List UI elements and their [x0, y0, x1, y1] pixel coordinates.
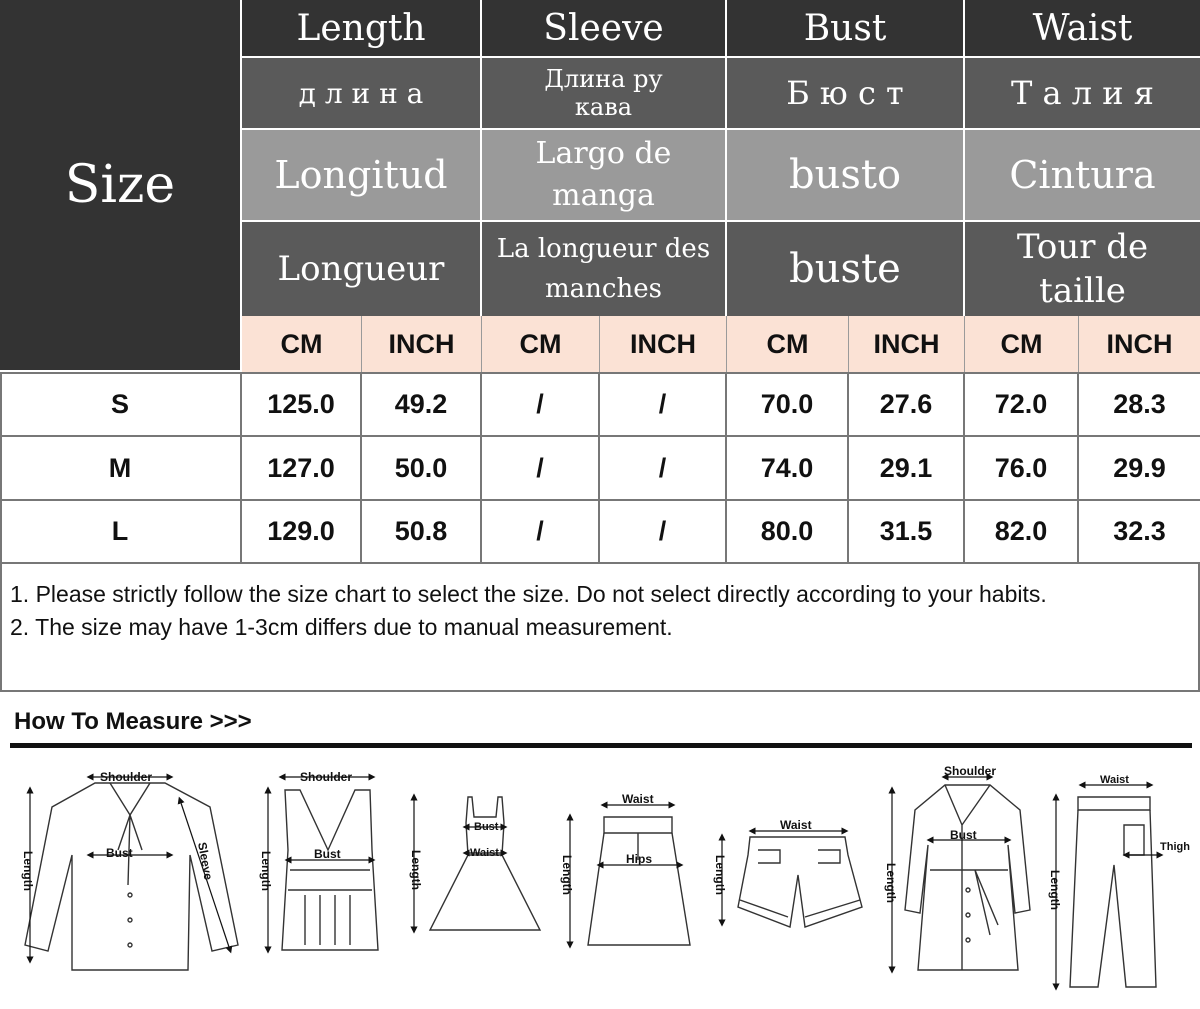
- table-cell: 29.1: [849, 437, 965, 501]
- table-cell: 72.0: [965, 374, 1079, 437]
- unit-inch: INCH: [362, 316, 482, 372]
- unit-cm: CM: [727, 316, 849, 372]
- size-header-cell: [0, 0, 242, 372]
- skirt-illustration: [588, 817, 690, 945]
- table-cell: /: [482, 374, 600, 437]
- label-waist: Waist: [622, 792, 654, 806]
- column-header-bust-ru: Б ю с т: [727, 58, 965, 130]
- column-header-length-ru: д л и н а: [242, 58, 482, 130]
- unit-cm: CM: [242, 316, 362, 372]
- column-header-bust-fr: buste: [727, 222, 965, 316]
- column-header-length-es: Longitud: [242, 130, 482, 222]
- label-bust: Bust: [950, 828, 977, 842]
- column-header-sleeve: Sleeve: [482, 0, 727, 58]
- column-header-bust: Bust: [727, 0, 965, 58]
- unit-cm: CM: [965, 316, 1079, 372]
- size-notes: [0, 564, 1200, 692]
- unit-inch: INCH: [600, 316, 727, 372]
- table-cell: 50.8: [362, 501, 482, 564]
- column-header-sleeve-ru: Длина ру кава: [482, 58, 727, 130]
- label-waist: Waist: [470, 847, 499, 859]
- column-header-waist-ru: Т а л и я: [965, 58, 1200, 130]
- table-cell: 28.3: [1079, 374, 1200, 437]
- column-header-waist: Waist: [965, 0, 1200, 58]
- label-shoulder: Shoulder: [944, 764, 997, 778]
- table-cell: 125.0: [242, 374, 362, 437]
- column-header-length: Length: [242, 0, 482, 58]
- label-bust: Bust: [106, 846, 133, 860]
- label-bust: Bust: [474, 821, 499, 833]
- table-cell: 70.0: [727, 374, 849, 437]
- unit-cm: CM: [482, 316, 600, 372]
- table-cell: 82.0: [965, 501, 1079, 564]
- label-thigh: Thigh: [1160, 841, 1190, 853]
- table-cell: /: [600, 374, 727, 437]
- label-shoulder: Shoulder: [300, 770, 353, 784]
- label-hips: Hips: [626, 852, 653, 866]
- label-length: Length: [1048, 870, 1062, 910]
- label-length: Length: [21, 851, 35, 891]
- coat-illustration: [905, 785, 1030, 970]
- table-row-size: L: [0, 501, 242, 564]
- measure-illustrations: [0, 755, 1200, 1009]
- unit-inch: INCH: [849, 316, 965, 372]
- label-length: Length: [409, 850, 423, 890]
- label-shoulder: Shoulder: [100, 770, 153, 784]
- column-header-length-fr: Longueur: [242, 222, 482, 316]
- label-length: Length: [884, 863, 898, 903]
- unit-inch: INCH: [1079, 316, 1200, 372]
- table-row-size: S: [0, 374, 242, 437]
- table-cell: /: [600, 501, 727, 564]
- pants-illustration: [1070, 797, 1156, 987]
- label-sleeve: Sleeve: [195, 841, 216, 881]
- label-length: Length: [560, 855, 574, 895]
- table-cell: 27.6: [849, 374, 965, 437]
- table-cell: 50.0: [362, 437, 482, 501]
- dress-illustration: [430, 797, 540, 930]
- label-length: Length: [259, 851, 273, 891]
- size-header-label: Size: [64, 155, 176, 215]
- column-header-sleeve-es: Largo de manga: [482, 130, 727, 222]
- table-cell: 31.5: [849, 501, 965, 564]
- note-line-2: 2. The size may have 1-3cm differs due to manual measurement.: [10, 614, 673, 640]
- tank-top-illustration: [282, 790, 378, 950]
- label-bust: Bust: [314, 847, 341, 861]
- column-header-sleeve-fr: La longueur des manches: [482, 222, 727, 316]
- table-cell: 32.3: [1079, 501, 1200, 564]
- table-cell: 29.9: [1079, 437, 1200, 501]
- label-waist: Waist: [1100, 774, 1129, 786]
- table-cell: 80.0: [727, 501, 849, 564]
- label-waist: Waist: [780, 818, 812, 832]
- label-length: Length: [713, 855, 727, 895]
- how-to-measure-title: How To Measure >>>: [14, 708, 252, 735]
- table-cell: 127.0: [242, 437, 362, 501]
- section-divider: [10, 743, 1192, 748]
- note-line-1: 1. Please strictly follow the size chart to select the size. Do not select directly according to your habits.: [10, 581, 1047, 607]
- table-cell: /: [482, 437, 600, 501]
- shorts-illustration: [738, 837, 862, 927]
- column-header-bust-es: busto: [727, 130, 965, 222]
- column-header-waist-fr: Tour de taille: [965, 222, 1200, 316]
- table-cell: /: [600, 437, 727, 501]
- table-cell: 74.0: [727, 437, 849, 501]
- table-cell: 76.0: [965, 437, 1079, 501]
- table-row-size: M: [0, 437, 242, 501]
- table-cell: 49.2: [362, 374, 482, 437]
- table-cell: /: [482, 501, 600, 564]
- table-cell: 129.0: [242, 501, 362, 564]
- column-header-waist-es: Cintura: [965, 130, 1200, 222]
